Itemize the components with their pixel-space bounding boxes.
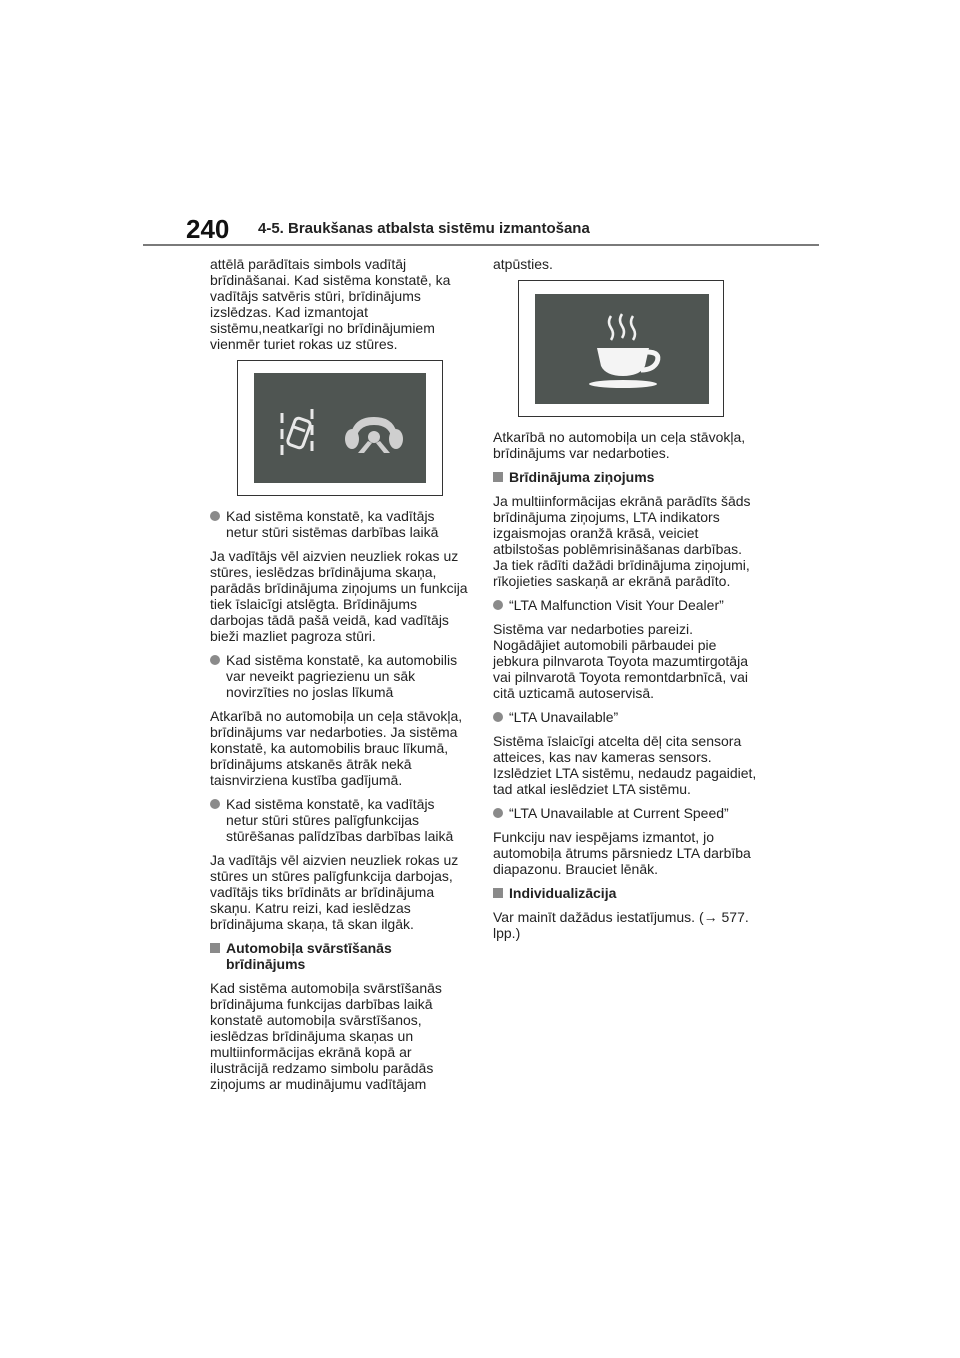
paragraph: attēlā parādītais simbols vadītāj brīdināšanai. Kad sistēma konstatē, ka vadītājs satvēris stūri, brīdinājums izslēdzas. Kad izmantojat sistēmu,neatkarīgi no brīdinājumiem vienmēr turiet rokas uz stūres. bbox=[210, 256, 451, 352]
paragraph: Kad sistēma automobiļa svārstīšanās brīdinājuma funkcijas darbības laikā konstatē automobiļa svārstīšanos, ieslēdzas brīdinājuma skaņas un multiinformācijas ekrānā kopā ar ilustrācijā redzamo simbolu parādās ziņojums ar mudinājumu vadītājam bbox=[210, 980, 442, 1092]
display-screen bbox=[254, 373, 426, 483]
list-item: Kad sistēma konstatē, ka vadītājs netur stūri stūres palīgfunkcijas stūrēšanas palīdzības darbības laikā bbox=[210, 796, 470, 844]
section-title: 4-5. Braukšanas atbalsta sistēmu izmantošana bbox=[258, 220, 590, 237]
paragraph: Ja vadītājs vēl aizvien neuzliek rokas uz stūres un stūres palīgfunkcija darbojas, vadītājs tiks brīdināts ar brīdinājuma skaņu. Katru reizi, kad ieslēdzas brīdinājuma skaņa, tā skan ilgāk. bbox=[210, 852, 459, 932]
list-item: “LTA Unavailable” bbox=[493, 709, 758, 725]
list-item: “LTA Unavailable at Current Speed” bbox=[493, 805, 758, 821]
paragraph: Atkarībā no automobiļa un ceļa stāvokļa, brīdinājums var nedarboties. bbox=[493, 429, 746, 461]
lane-departure-hands-icon bbox=[282, 409, 312, 455]
steering-wheel-hands-icon bbox=[345, 417, 403, 453]
paragraph: Var mainīt dažādus iestatījumus. (→ 577. lpp.) bbox=[493, 909, 749, 941]
rest-warning-figure bbox=[518, 280, 724, 417]
right-column bbox=[493, 256, 758, 949]
display-screen bbox=[535, 294, 709, 404]
page-number: 240 bbox=[186, 214, 230, 244]
subheading: Individualizācija bbox=[493, 885, 758, 901]
list-item: Kad sistēma konstatē, ka automobilis var neveikt pagriezienu un sāk novirzīties no joslas līkumā bbox=[210, 652, 470, 700]
paragraph: Ja multiinformācijas ekrānā parādīts šāds brīdinājuma ziņojums, LTA indikators izgaismojas oranžā krāsā, veiciet atbilstošas poblēmrisināšanas darbības. Ja tiek rādīti dažādi brīdinājuma ziņojumi, rīkojieties saskaņā ar ekrānā parādīto. bbox=[493, 493, 751, 589]
paragraph: Sistēma īslaicīgi atcelta dēļ cita sensora atteices, kas nav kameras sensors. Izslēdziet LTA sistēmu, nedaudz pagaidiet, tad atkal ieslēdziet LTA sistēmu. bbox=[493, 733, 757, 797]
hands-off-warning-figure bbox=[237, 360, 443, 496]
page-header bbox=[143, 212, 819, 248]
list-item: Kad sistēma konstatē, ka vadītājs netur stūri sistēmas darbības laikā bbox=[210, 508, 470, 540]
paragraph: Ja vadītājs vēl aizvien neuzliek rokas uz stūres, ieslēdzas brīdinājuma skaņa, parādās brīdinājuma ziņojums un funkcija tiek īslaicīgi atslēgta. Brīdinājums darbojas tādā pašā veidā, kad vadītājs bieži mazliet pagroza stūri. bbox=[210, 548, 468, 644]
paragraph: Sistēma var nedarboties pareizi. Nogādājiet automobili pārbaudei pie jebkura pilnvarota Toyota mazumtirgotāja vai pilnvarotā Toyota remontdarbnīcā, vai citā uzticamā autoservisā. bbox=[493, 621, 748, 701]
coffee-cup-icon bbox=[589, 314, 658, 388]
paragraph: Funkciju nav iespējams izmantot, jo automobiļa ātrums pārsniedz LTA darbība diapazonu. Brauciet lēnāk. bbox=[493, 829, 751, 877]
subheading: Automobiļa svārstīšanās brīdinājums bbox=[210, 940, 470, 972]
left-column bbox=[210, 256, 470, 1100]
list-item: “LTA Malfunction Visit Your Dealer” bbox=[493, 597, 758, 613]
paragraph: atpūsties. bbox=[493, 256, 553, 272]
subheading: Brīdinājuma ziņojums bbox=[493, 469, 758, 485]
header-rule bbox=[143, 244, 819, 246]
paragraph: Atkarībā no automobiļa un ceļa stāvokļa, brīdinājums var nedarboties. Ja sistēma konstatē, ka automobilis brauc līkumā, brīdinājums atskanēs ātrāk nekā taisnvirziena kustība gadījumā. bbox=[210, 708, 463, 788]
